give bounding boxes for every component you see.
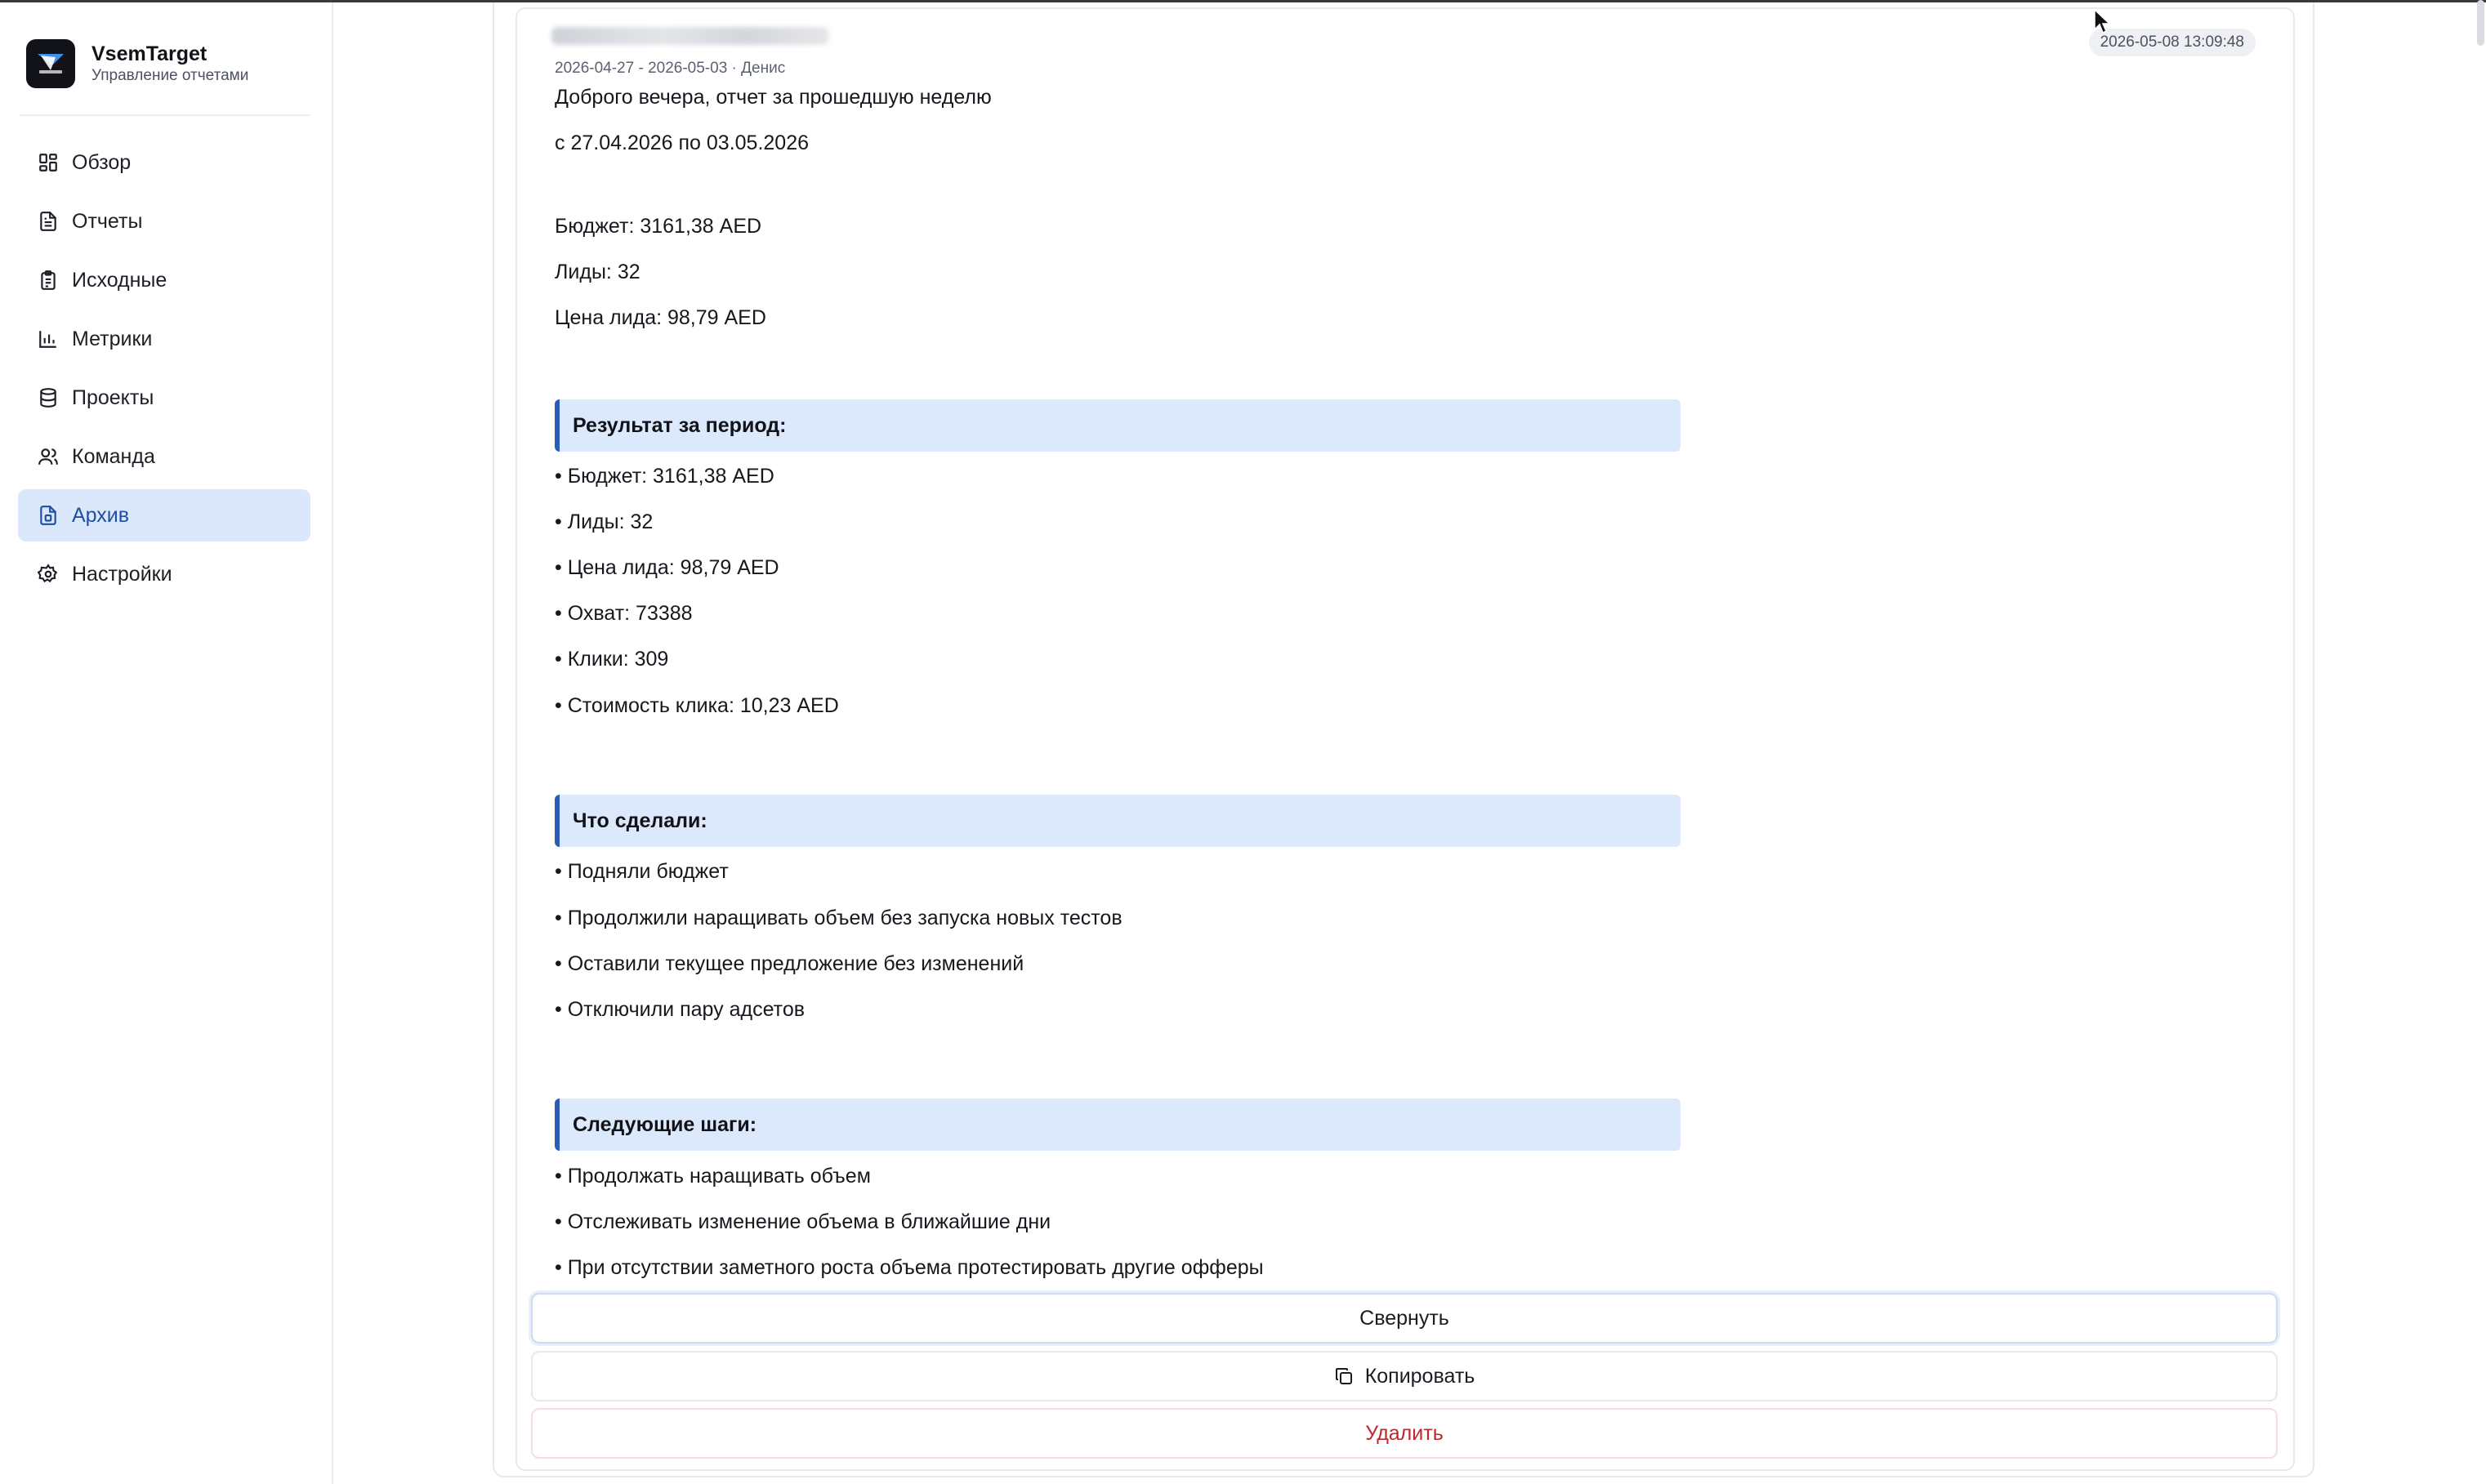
sidebar-item-label: Обзор <box>72 150 132 174</box>
summary-line: Цена лида: 98,79 AED <box>555 306 766 329</box>
app-name: VsemTarget <box>91 42 208 65</box>
page-scrollbar-thumb[interactable] <box>2477 0 2484 46</box>
sidebar-item-overview[interactable] <box>18 136 310 189</box>
sidebar-nav <box>18 136 310 607</box>
database-icon <box>38 387 59 408</box>
clipboard-icon <box>38 270 59 291</box>
brand[interactable] <box>26 38 248 89</box>
list-item: • Охват: 73388 <box>555 602 693 625</box>
sidebar-item-label: Настройки <box>72 562 172 586</box>
sidebar-item-label: Метрики <box>72 327 153 350</box>
report-title-redacted <box>551 27 829 45</box>
sidebar-item-metrics[interactable] <box>18 313 310 365</box>
delete-button[interactable] <box>531 1408 2278 1459</box>
copy-button[interactable] <box>531 1351 2278 1402</box>
list-item: • Продолжили наращивать объем без запуска новых тестов <box>555 907 1122 929</box>
report-period: с 27.04.2026 по 03.05.2026 <box>555 131 810 154</box>
dashboard-icon <box>38 152 59 173</box>
list-item: • Отслеживать изменение объема в ближайшие дни <box>555 1210 1051 1233</box>
sidebar-item-label: Исходные <box>72 268 167 292</box>
sidebar-item-settings[interactable] <box>18 548 310 600</box>
section-header: Результат за период: <box>555 399 1680 452</box>
gear-icon <box>38 564 59 585</box>
collapse-button-label: Свернуть <box>1359 1306 1449 1330</box>
users-icon <box>38 446 59 467</box>
timestamp-badge: 2026-05-08 13:09:48 <box>2089 29 2256 56</box>
copy-icon <box>1334 1366 1354 1386</box>
sidebar-item-sources[interactable] <box>18 254 310 306</box>
list-item: • Лиды: 32 <box>555 510 654 533</box>
list-item: • Оставили текущее предложение без изменений <box>555 952 1024 975</box>
archive-file-icon <box>38 505 59 526</box>
bar-chart-icon <box>38 328 59 350</box>
sidebar-item-label: Архив <box>72 503 130 527</box>
sidebar-item-team[interactable] <box>18 430 310 483</box>
list-item: • Бюджет: 3161,38 AED <box>555 465 774 488</box>
delete-button-label: Удалить <box>1365 1421 1444 1445</box>
summary-line: Бюджет: 3161,38 AED <box>555 215 762 238</box>
list-item: • При отсутствии заметного роста объема протестировать другие офферы <box>555 1256 1264 1279</box>
sidebar <box>0 2 333 1484</box>
list-item: • Отключили пару адсетов <box>555 998 806 1021</box>
app-logo <box>26 39 75 88</box>
list-item: • Клики: 309 <box>555 648 669 671</box>
section-header: Что сделали: <box>555 795 1680 847</box>
report-greeting: Доброго вечера, отчет за прошедшую неделю <box>555 86 992 109</box>
sidebar-item-archive[interactable] <box>18 489 310 541</box>
list-item: • Цена лида: 98,79 AED <box>555 556 779 579</box>
section-header: Следующие шаги: <box>555 1099 1680 1151</box>
sidebar-item-label: Отчеты <box>72 209 143 233</box>
summary-line: Лиды: 32 <box>555 261 640 283</box>
list-item: • Стоимость клика: 10,23 AED <box>555 694 839 717</box>
collapse-button[interactable] <box>531 1293 2278 1344</box>
report-meta: 2026-04-27 - 2026-05-03 · Денис <box>555 60 786 77</box>
sidebar-item-label: Проекты <box>72 385 154 409</box>
app-subtitle: Управление отчетами <box>91 66 249 84</box>
list-item: • Подняли бюджет <box>555 860 729 883</box>
report-card <box>493 2 2314 1477</box>
sidebar-item-label: Команда <box>72 444 155 468</box>
mouse-cursor-icon <box>2093 8 2111 36</box>
copy-button-label: Копировать <box>1364 1364 1475 1388</box>
list-item: • Продолжать наращивать объем <box>555 1165 871 1188</box>
sidebar-item-reports[interactable] <box>18 195 310 247</box>
document-icon <box>38 211 59 232</box>
brand-divider <box>20 114 310 116</box>
report-entry <box>515 7 2295 1471</box>
sidebar-item-projects[interactable] <box>18 372 310 424</box>
